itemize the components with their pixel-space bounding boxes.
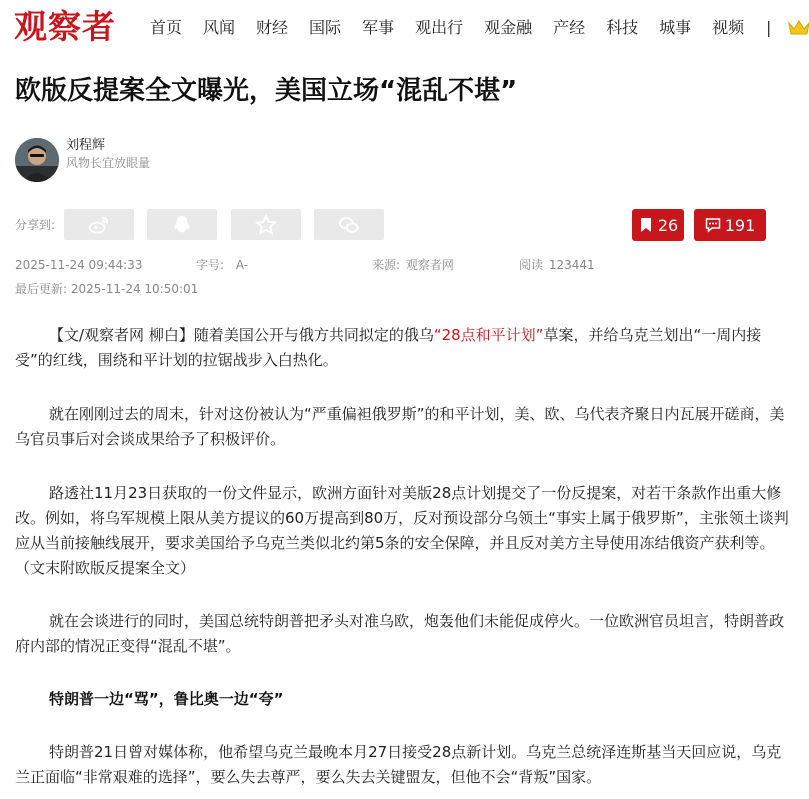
nav-item-travel[interactable]: 观出行 xyxy=(415,18,464,37)
bookmark-count: 26 xyxy=(657,215,679,235)
site-header xyxy=(0,0,809,56)
read-label: 阅读 xyxy=(519,258,544,272)
nav-item-international[interactable]: 国际 xyxy=(309,18,342,37)
article-paragraph-2: 就在刚刚过去的周末，针对这份被认为“严重偏袒俄罗斯”的和平计划，美、欧、乌代表齐聚日内瓦展开磋商，美乌官员事后对会谈成果给予了积极评价。 xyxy=(15,405,785,448)
nav-separator: | xyxy=(766,18,772,37)
paragraph-1-tail: 草案，并给乌克兰划出“一周内接受”的红线，围绕和平计划的拉锯战步入白热化。 xyxy=(15,326,762,369)
nav-item-video[interactable]: 视频 xyxy=(712,18,745,37)
nav-item-city[interactable]: 城事 xyxy=(659,18,692,37)
nav-item-home[interactable]: 首页 xyxy=(150,18,183,37)
share-weibo-button[interactable] xyxy=(64,209,134,240)
qq-penguin-icon xyxy=(171,214,193,236)
author-bio: 风物长宜放眼量 xyxy=(66,156,151,170)
publish-time: 2025-11-24 09:44:33 xyxy=(15,258,143,272)
read-count xyxy=(519,257,595,273)
peace-plan-link[interactable]: “28点和平计划” xyxy=(433,326,544,344)
article-paragraph-3: 路透社11月23日获取的一份文件显示，欧洲方面针对美版28点计划提交了一份反提案，对若干条款作出重大修改。例如，将乌军规模上限从美方提议的60万提高到80万，反对预设部分乌领土“事实上属于俄罗斯”，主张领土谈判应从当前接触线展开，要求美国给予乌克兰类似北约第5条的安全保障，并且反对美方主导使用冻结俄资产获利等。（文末附欧版反提案全文） xyxy=(15,484,789,577)
nav-item-tech[interactable]: 科技 xyxy=(606,18,639,37)
author-avatar[interactable] xyxy=(15,138,59,182)
share-qq-button[interactable] xyxy=(147,209,217,240)
share-label: 分享到: xyxy=(15,218,56,232)
paragraph-1-lead: 【文/观察者网 柳白】随着美国公开与俄方共同拟定的俄乌 xyxy=(49,326,434,344)
font-size-label: 字号: xyxy=(196,258,225,272)
source-value: 观察者网 xyxy=(405,258,454,272)
nav-item-finance[interactable]: 财经 xyxy=(256,18,289,37)
main-nav xyxy=(150,17,765,39)
nav-item-military[interactable]: 军事 xyxy=(362,18,395,37)
article-source xyxy=(372,257,454,273)
font-size-control xyxy=(196,257,248,273)
source-label: 来源: xyxy=(372,258,401,272)
article-title: 欧版反提案全文曝光，美国立场“混乱不堪” xyxy=(15,76,518,106)
comment-count: 191 xyxy=(724,215,756,235)
article-subheading: 特朗普一边“骂”，鲁比奥一边“夸” xyxy=(49,690,284,708)
favorite-button[interactable] xyxy=(231,209,301,240)
author-name[interactable]: 刘程辉 xyxy=(66,138,106,153)
share-wechat-button[interactable] xyxy=(314,209,384,240)
vip-crown-icon[interactable] xyxy=(788,20,809,36)
read-count-value: 123441 xyxy=(548,258,595,272)
bookmark-icon xyxy=(638,217,654,233)
article-paragraph-4: 就在会谈进行的同时，美国总统特朗普把矛头对准乌欧，炮轰他们未能促成停火。一位欧洲官员坦言，特朗普政府内部的情况正变得“混乱不堪”。 xyxy=(15,612,785,655)
site-logo[interactable]: 观察者 xyxy=(14,7,116,46)
wechat-icon xyxy=(338,214,360,236)
nav-item-industry[interactable]: 产经 xyxy=(553,18,586,37)
weibo-icon xyxy=(88,214,110,236)
comment-bubble-icon xyxy=(705,217,721,233)
nav-item-fengwen[interactable]: 风闻 xyxy=(203,18,236,37)
comment-counter-button[interactable] xyxy=(694,209,766,241)
nav-item-jinrong[interactable]: 观金融 xyxy=(484,18,533,37)
bookmark-counter-button[interactable] xyxy=(632,209,684,241)
font-size-toggle[interactable]: A- xyxy=(235,258,249,272)
last-updated: 最后更新: 2025-11-24 10:50:01 xyxy=(15,282,199,296)
article-paragraph-5: 特朗普21日曾对媒体称，他希望乌克兰最晚本月27日接受28点新计划。乌克兰总统泽连斯基当天回应说，乌克兰正面临“非常艰难的选择”，要么失去尊严，要么失去关键盟友，但他不会“背叛”国家。 xyxy=(15,743,782,786)
star-icon xyxy=(255,214,277,236)
article-paragraph-1 xyxy=(15,323,790,373)
